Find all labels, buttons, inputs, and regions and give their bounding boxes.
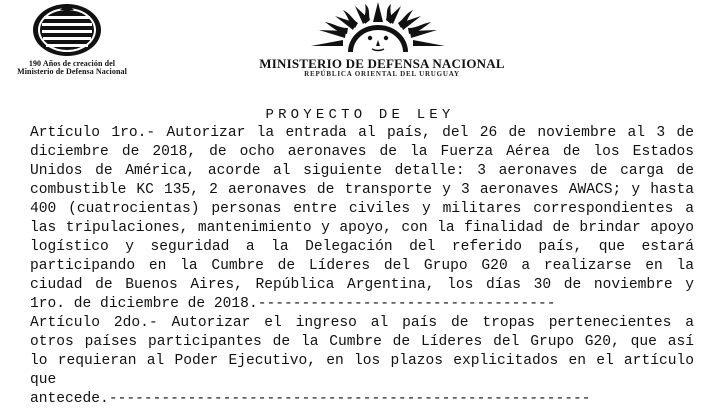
article-2 — [30, 314, 694, 409]
anniversary-line-2: Ministerio de Defensa Nacional — [17, 67, 127, 76]
article-1 — [30, 124, 694, 314]
sun-emblem-icon — [293, 0, 463, 60]
document-body — [30, 124, 694, 409]
ministry-seal-icon — [30, 2, 104, 58]
anniversary-line-1: 190 Años de creación del — [28, 59, 116, 68]
republic-subtitle: REPÚBLICA ORIENTAL DEL URUGUAY — [304, 70, 460, 78]
article-2-end: antecede.------------------------------------------------------- — [30, 391, 591, 407]
ministry-title: MINISTERIO DE DEFENSA NACIONAL — [259, 56, 505, 71]
article-1-end: 1ro. de diciembre de 2018.---------------------------------- — [30, 296, 556, 312]
article-1-text: Artículo 1ro.- Autorizar la entrada al país, del 26 de noviembre al 3 de diciembre de 2018, de ocho aeronaves de la Fuerza Aérea de los Estados Unidos de América, acorde al siguiente detalle: 3 aeronaves de carga de combustible KC 135, 2 aeronaves de transporte y 3 aeronaves AWACS; y hasta 400 (cuatrocientas) personas entre civiles y militares correspondientes a las tripulaciones, mantenimiento y apoyo, con la finalidad de brindar apoyo logístico y seguridad a la Delegación del referido país, que estará participando en la Cumbre de Líderes del Grupo G20 a realizarse en la ciudad de Buenos Aires, República Argentina, los días 30 de noviembre y — [30, 125, 694, 293]
article-2-text: Artículo 2do.- Autorizar el ingreso al país de tropas pertenecientes a otros países participantes de la Cumbre de Líderes del Grupo G20, que así lo requieran al Poder Ejecutivo, en los plazos explicitados en el artículo que — [30, 315, 694, 388]
document-heading: PROYECTO DE LEY — [265, 107, 455, 123]
